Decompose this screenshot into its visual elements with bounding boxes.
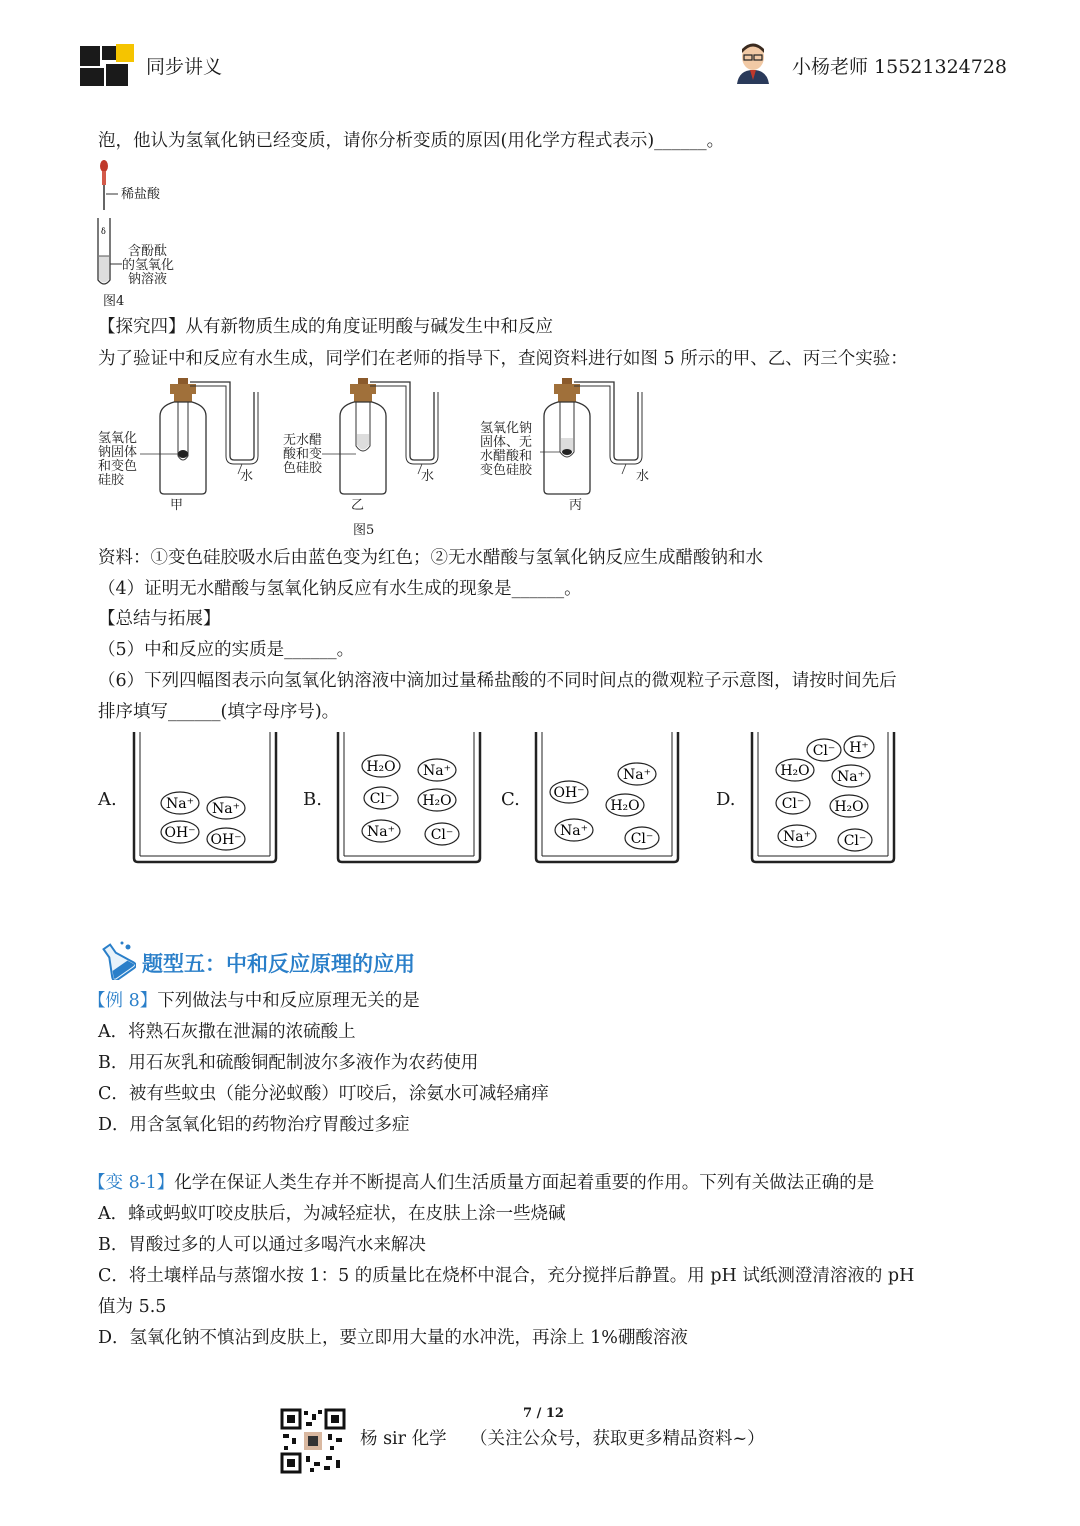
particle xyxy=(418,759,456,781)
yi-label-3: 色硅胶 xyxy=(283,461,323,476)
beaker-a-letter: A. xyxy=(98,789,117,810)
particle-label: Cl⁻ xyxy=(843,833,867,849)
teacher-avatar-icon xyxy=(733,40,773,84)
water-label-yi: 水 xyxy=(421,469,435,484)
yi-label-2: 酸和变 xyxy=(283,447,323,462)
variant8-option-c-cont: 值为 5.5 xyxy=(98,1297,167,1317)
beaker-b xyxy=(338,732,480,862)
beaker-c xyxy=(536,732,678,862)
fig4-solution-label-1: 含酚酞 xyxy=(128,244,168,259)
intro-line: 泡，他认为氢氧化钠已经变质，请你分析变质的原因(用化学方程式表示)______。 xyxy=(98,131,725,151)
particle xyxy=(832,765,870,787)
example8-line xyxy=(88,990,420,1012)
particle xyxy=(362,820,400,842)
example8-tag: 【例 8】 xyxy=(88,991,158,1011)
beaker-c-letter: C. xyxy=(501,789,520,810)
variant8-tag: 【变 8-1】 xyxy=(88,1173,175,1193)
beaker-d xyxy=(752,732,894,862)
question-4: （4）证明无水醋酸与氢氧化钠反应有水生成的现象是______。 xyxy=(98,579,582,599)
fig4-solution-label-2: 的氢氧化 xyxy=(122,258,175,273)
particle xyxy=(425,823,459,845)
particle xyxy=(625,827,659,849)
material-text: 资料：①变色硅胶吸水后由蓝色变为红色；②无水醋酸与氢氧化钠反应生成醋酸钠和水 xyxy=(98,548,763,568)
particle xyxy=(838,829,872,851)
particle-label: Na⁺ xyxy=(783,829,811,845)
particle-label: Na⁺ xyxy=(837,769,865,785)
name-yi: 乙 xyxy=(351,498,365,513)
jia-label-2: 钠固体 xyxy=(98,445,138,460)
particle-label: H₂O xyxy=(422,793,452,809)
avatar xyxy=(733,40,773,84)
particle xyxy=(606,794,644,816)
particle-label: Na⁺ xyxy=(560,823,588,839)
bing-label-1: 氢氧化钠 xyxy=(480,421,533,436)
figure-5-apparatus xyxy=(95,372,695,517)
explore4-heading: 【探究四】从有新物质生成的角度证明酸与碱发生中和反应 xyxy=(98,317,553,337)
particle xyxy=(207,797,245,819)
variant8-question: 化学在保证人类生存并不断提高人们生活质量方面起着重要的作用。下列有关做法正确的是 xyxy=(174,1173,875,1193)
jia-label-4: 硅胶 xyxy=(98,473,125,488)
particle xyxy=(161,792,199,814)
dropper-test-tube-diagram xyxy=(92,158,212,313)
name-bing: 丙 xyxy=(569,498,583,513)
particle xyxy=(418,789,456,811)
particle-label: Cl⁻ xyxy=(369,791,393,807)
explore4-intro: 为了验证中和反应有水生成，同学们在老师的指导下，查阅资料进行如图 5 所示的甲、乙、丙三个实验： xyxy=(98,349,908,369)
particle-label: OH⁻ xyxy=(164,825,196,841)
particle-beakers xyxy=(120,728,1020,868)
example8-option-a: A．将熟石灰撒在泄漏的浓硫酸上 xyxy=(98,1022,356,1042)
teacher-contact: 小杨老师 15521324728 xyxy=(792,56,1008,78)
particle xyxy=(555,819,593,841)
particle xyxy=(830,795,868,817)
name-jia: 甲 xyxy=(170,498,184,513)
beaker-b-letter: B. xyxy=(303,789,322,810)
variant8-line xyxy=(88,1172,874,1194)
logo-icon xyxy=(80,44,136,88)
particle xyxy=(207,828,245,850)
particle xyxy=(161,821,199,843)
example8-option-d: D．用含氢氧化铝的药物治疗胃酸过多症 xyxy=(98,1115,410,1135)
variant8-option-c: C．将土壤样品与蒸馏水按 1：5 的质量比在烧杯中混合，充分搅拌后静置。用 pH 试纸测澄清溶液的 pH xyxy=(98,1266,915,1286)
particle xyxy=(550,781,588,803)
particle-label: H₂O xyxy=(780,763,810,779)
question-6-line1: （6）下列四幅图表示向氢氧化钠溶液中滴加过量稀盐酸的不同时间点的微观粒子示意图，请按时间先后 xyxy=(98,671,897,691)
particle xyxy=(776,759,814,781)
particle-label: Na⁺ xyxy=(166,796,194,812)
water-label-jia: 水 xyxy=(240,469,254,484)
fig5-caption: 图5 xyxy=(353,523,375,538)
particle-label: H₂O xyxy=(610,798,640,814)
page-number: 7 / 12 xyxy=(523,1406,564,1421)
example8-option-b: B．用石灰乳和硫酸铜配制波尔多液作为农药使用 xyxy=(98,1053,479,1073)
fig4-caption: 图4 xyxy=(103,294,125,309)
beaker-a xyxy=(134,732,276,862)
particle-label: OH⁻ xyxy=(553,785,585,801)
particle-label: H⁺ xyxy=(849,740,869,756)
particle-label: OH⁻ xyxy=(210,832,242,848)
section-5-title: 题型五：中和反应原理的应用 xyxy=(142,952,415,976)
particle-label: H₂O xyxy=(366,759,396,775)
flask-icon-svg xyxy=(96,940,136,980)
water-label-bing: 水 xyxy=(636,469,650,484)
particle-label: Na⁺ xyxy=(367,824,395,840)
question-6-line2: 排序填写______(填字母序号)。 xyxy=(98,702,340,722)
particle xyxy=(776,792,810,814)
example8-question: 下列做法与中和反应原理无关的是 xyxy=(157,991,420,1011)
particle xyxy=(364,787,398,809)
particle xyxy=(844,736,874,758)
particle-label: H₂O xyxy=(834,799,864,815)
fig4-acid-label: 稀盐酸 xyxy=(121,187,161,202)
footer-note: （关注公众号，获取更多精品资料~） xyxy=(470,1429,765,1449)
particle xyxy=(778,825,816,847)
particle-label: Na⁺ xyxy=(623,767,651,783)
particle-label: Cl⁻ xyxy=(812,743,836,759)
question-5: （5）中和反应的实质是______。 xyxy=(98,640,355,660)
figure-4 xyxy=(92,158,212,313)
particle xyxy=(618,763,656,785)
svg-text:δ: δ xyxy=(101,227,106,236)
flask-icon xyxy=(96,940,136,980)
particle-label: Na⁺ xyxy=(212,801,240,817)
footer-brand: 杨 sir 化学 xyxy=(360,1429,447,1449)
apparatus-bing xyxy=(540,378,642,494)
qr-code-icon xyxy=(280,1408,346,1474)
example8-option-c: C．被有些蚊虫（能分泌蚁酸）叮咬后，涂氨水可减轻痛痒 xyxy=(98,1084,549,1104)
variant8-option-a: A．蜂或蚂蚁叮咬皮肤后，为减轻症状，在皮肤上涂一些烧碱 xyxy=(98,1204,566,1224)
jia-label-3: 和变色 xyxy=(98,459,138,474)
variant8-option-b: B．胃酸过多的人可以通过多喝汽水来解决 xyxy=(98,1235,426,1255)
particle-label: Cl⁻ xyxy=(630,831,654,847)
summary-heading: 【总结与拓展】 xyxy=(98,609,221,629)
bing-label-4: 变色硅胶 xyxy=(480,463,533,478)
bing-label-3: 水醋酸和 xyxy=(480,449,533,464)
fig4-solution-label-3: 钠溶液 xyxy=(128,272,168,287)
beaker-d-letter: D. xyxy=(716,789,736,810)
yi-label-1: 无水醋 xyxy=(283,433,323,448)
variant8-option-d: D．氢氧化钠不慎沾到皮肤上，要立即用大量的水冲洗，再涂上 1%硼酸溶液 xyxy=(98,1328,688,1348)
header-title: 同步讲义 xyxy=(146,56,223,78)
particle-label: Cl⁻ xyxy=(430,827,454,843)
jia-label-1: 氢氧化 xyxy=(98,431,138,446)
particle xyxy=(362,755,400,777)
bing-label-2: 固体、无 xyxy=(480,435,533,450)
particle-label: Na⁺ xyxy=(423,763,451,779)
particle-label: Cl⁻ xyxy=(781,796,805,812)
particle xyxy=(807,739,841,761)
qr-code xyxy=(280,1408,346,1474)
logo xyxy=(80,44,136,88)
